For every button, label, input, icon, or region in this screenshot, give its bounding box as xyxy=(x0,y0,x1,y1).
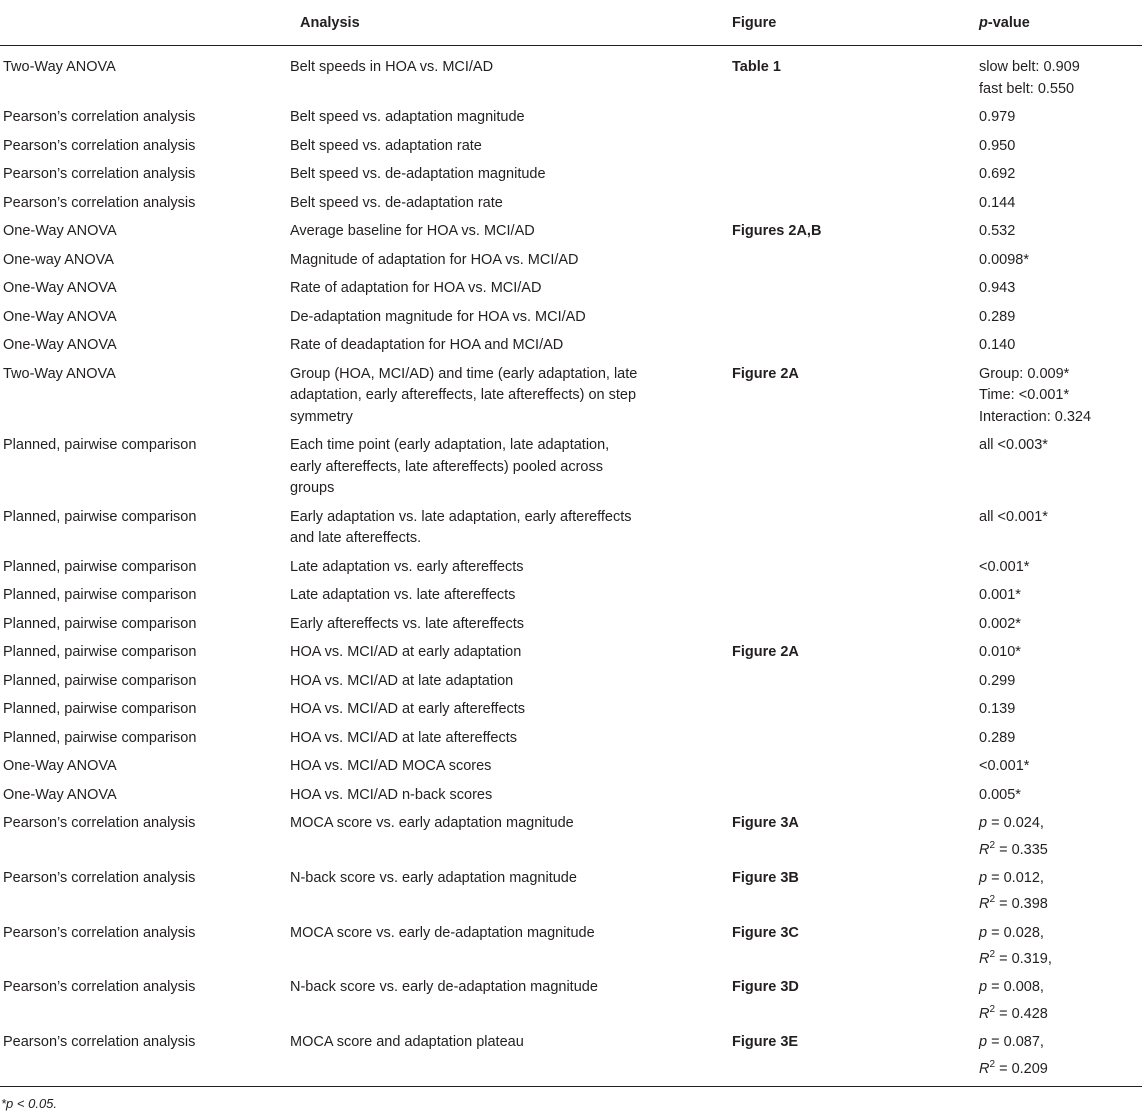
cell-figure: Figure 3D xyxy=(732,979,799,996)
r2-stat-value: 0.335 xyxy=(1011,841,1048,858)
cell-figure xyxy=(732,432,979,504)
table-row xyxy=(0,782,1142,811)
cell-figure xyxy=(732,190,979,219)
cell-figure xyxy=(732,611,979,640)
cell-p-value xyxy=(979,304,1142,333)
p-stat-line xyxy=(979,977,1142,999)
cell-analysis: N-back score vs. early adaptation magnitude xyxy=(290,869,577,886)
cell-analysis: Belt speed vs. adaptation magnitude xyxy=(290,109,525,125)
header-p-suffix: -value xyxy=(987,14,1030,31)
cell-analysis: HOA vs. MCI/AD MOCA scores xyxy=(290,758,492,774)
table-row xyxy=(0,753,1142,782)
table-row xyxy=(0,582,1142,611)
r-superscript: 2 xyxy=(989,949,996,961)
cell-p-value xyxy=(979,725,1142,754)
cell-test: One-Way ANOVA xyxy=(3,223,117,239)
p-value-line: 0.140 xyxy=(979,337,1016,353)
equals-sign: = xyxy=(995,841,1012,858)
cell-analysis: Belt speed vs. de-adaptation rate xyxy=(290,194,503,211)
cell-analysis: Belt speed vs. de-adaptation magnitude xyxy=(290,166,546,182)
p-value-line: 0.532 xyxy=(979,223,1016,239)
cell-p-value xyxy=(979,275,1142,304)
header-test xyxy=(0,0,290,46)
cell-test: Pearson’s correlation analysis xyxy=(3,1034,196,1051)
cell-figure xyxy=(732,304,979,333)
p-value-line: all <0.001* xyxy=(979,508,1048,525)
cell-figure: Figure 3A xyxy=(732,815,799,831)
footnote: *p < 0.05. xyxy=(0,1087,1142,1112)
equals-sign: = xyxy=(995,1005,1012,1022)
table-row xyxy=(0,810,1142,865)
p-value-line: 0.001* xyxy=(979,587,1021,603)
cell-analysis: Belt speeds in HOA vs. MCI/AD xyxy=(290,59,494,75)
cell-figure xyxy=(732,554,979,583)
p-value-line: 0.299 xyxy=(979,672,1016,689)
cell-p-value xyxy=(979,696,1142,725)
p-value-line: 0.289 xyxy=(979,308,1016,325)
cell-figure xyxy=(732,782,979,811)
table-footer xyxy=(0,1087,1142,1112)
cell-p-value xyxy=(979,332,1142,361)
r-superscript: 2 xyxy=(989,839,996,851)
cell-p-value xyxy=(979,865,1142,920)
cell-figure xyxy=(732,247,979,276)
cell-figure: Figure 3E xyxy=(732,1034,799,1051)
table-row xyxy=(0,1029,1142,1086)
cell-p-value xyxy=(979,190,1142,219)
equals-sign: = xyxy=(987,869,1004,886)
p-value-line: 0.943 xyxy=(979,280,1016,296)
cell-test: Two-Way ANOVA xyxy=(3,365,116,382)
cell-p-value xyxy=(979,1029,1142,1086)
r-symbol: R xyxy=(979,1005,990,1022)
cell-test: Pearson’s correlation analysis xyxy=(3,166,196,182)
cell-figure xyxy=(732,104,979,133)
header-p-value xyxy=(979,0,1142,46)
p-value-line: 0.139 xyxy=(979,701,1016,717)
equals-sign: = xyxy=(995,950,1012,967)
cell-analysis: Early aftereffects vs. late aftereffects xyxy=(290,615,524,632)
cell-test: Pearson’s correlation analysis xyxy=(3,194,196,211)
equals-sign: = xyxy=(987,815,1004,831)
cell-figure xyxy=(732,161,979,190)
cell-p-value xyxy=(979,432,1142,504)
cell-p-value xyxy=(979,104,1142,133)
table-row xyxy=(0,639,1142,668)
table-row xyxy=(0,46,1142,105)
cell-figure xyxy=(732,582,979,611)
table-header xyxy=(0,0,1142,46)
table-row xyxy=(0,361,1142,433)
header-p-italic: p xyxy=(979,14,988,31)
cell-analysis: Each time point (early adaptation, late adaptation, early aftereffects, late aftereffects) pooled across groups xyxy=(290,437,610,496)
p-value-line: 0.950 xyxy=(979,137,1016,154)
r2-stat-value: 0.319, xyxy=(1011,950,1052,967)
table-row xyxy=(0,304,1142,333)
r-symbol: R xyxy=(979,1060,990,1077)
cell-p-value xyxy=(979,361,1142,433)
cell-p-value xyxy=(979,920,1142,975)
cell-p-value xyxy=(979,218,1142,247)
p-value-line: 0.144 xyxy=(979,194,1016,211)
p-value-line: 0.289 xyxy=(979,729,1016,746)
cell-figure: Figure 3B xyxy=(732,869,799,886)
r2-stat-value: 0.428 xyxy=(1011,1005,1048,1022)
r-symbol: R xyxy=(979,896,990,913)
cell-test: Planned, pairwise comparison xyxy=(3,701,197,717)
p-value-line: 0.692 xyxy=(979,166,1016,182)
cell-analysis: De-adaptation magnitude for HOA vs. MCI/AD xyxy=(290,308,586,325)
cell-p-value xyxy=(979,161,1142,190)
cell-figure xyxy=(732,332,979,361)
cell-p-value xyxy=(979,639,1142,668)
cell-analysis: MOCA score vs. early de-adaptation magnitude xyxy=(290,924,595,941)
p-value-line: 0.010* xyxy=(979,644,1021,660)
cell-test: One-way ANOVA xyxy=(3,251,114,268)
table-row xyxy=(0,161,1142,190)
equals-sign: = xyxy=(987,979,1004,996)
r2-stat-line xyxy=(979,944,1142,970)
cell-analysis: HOA vs. MCI/AD at early adaptation xyxy=(290,644,522,660)
p-value-line: Group: 0.009* xyxy=(979,365,1070,382)
p-value-line: <0.001* xyxy=(979,758,1030,774)
table-row xyxy=(0,218,1142,247)
table-row xyxy=(0,432,1142,504)
cell-test: Pearson’s correlation analysis xyxy=(3,924,196,941)
table-row xyxy=(0,504,1142,554)
cell-p-value xyxy=(979,974,1142,1029)
cell-p-value xyxy=(979,247,1142,276)
cell-analysis: Belt speed vs. adaptation rate xyxy=(290,137,482,154)
r2-stat-line xyxy=(979,889,1142,915)
cell-figure: Table 1 xyxy=(732,59,781,75)
table-row xyxy=(0,865,1142,920)
cell-test: Planned, pairwise comparison xyxy=(3,672,197,689)
p-stat-line xyxy=(979,923,1142,945)
p-stat-value: 0.024, xyxy=(1003,815,1044,831)
cell-test: One-Way ANOVA xyxy=(3,337,117,353)
table-row xyxy=(0,974,1142,1029)
p-value-line: fast belt: 0.550 xyxy=(979,80,1075,97)
p-value-line: 0.0098* xyxy=(979,251,1029,268)
cell-test: Pearson’s correlation analysis xyxy=(3,979,196,996)
cell-test: Pearson’s correlation analysis xyxy=(3,109,196,125)
p-value-line: all <0.003* xyxy=(979,437,1048,453)
p-value-line: 0.002* xyxy=(979,615,1021,632)
p-symbol: p xyxy=(979,869,988,886)
r-symbol: R xyxy=(979,841,990,858)
cell-figure: Figure 2A xyxy=(732,365,799,382)
cell-test: Planned, pairwise comparison xyxy=(3,615,197,632)
cell-analysis: Late adaptation vs. early aftereffects xyxy=(290,558,524,575)
cell-p-value xyxy=(979,582,1142,611)
table-row xyxy=(0,611,1142,640)
r-superscript: 2 xyxy=(989,1003,996,1015)
cell-analysis: MOCA score and adaptation plateau xyxy=(290,1034,524,1051)
table-row xyxy=(0,725,1142,754)
table-row xyxy=(0,275,1142,304)
p-value-line: slow belt: 0.909 xyxy=(979,59,1080,75)
cell-analysis: Magnitude of adaptation for HOA vs. MCI/AD xyxy=(290,251,579,268)
cell-figure xyxy=(732,725,979,754)
cell-p-value xyxy=(979,46,1142,105)
table-row xyxy=(0,190,1142,219)
cell-analysis: HOA vs. MCI/AD n-back scores xyxy=(290,786,493,803)
p-symbol: p xyxy=(979,815,988,831)
cell-p-value xyxy=(979,554,1142,583)
r2-stat-value: 0.398 xyxy=(1011,896,1048,913)
cell-figure xyxy=(732,504,979,554)
cell-test: Pearson’s correlation analysis xyxy=(3,137,196,154)
cell-analysis: Late adaptation vs. late aftereffects xyxy=(290,587,516,603)
p-value-line: 0.979 xyxy=(979,109,1016,125)
cell-analysis: HOA vs. MCI/AD at late adaptation xyxy=(290,672,514,689)
p-value-line: 0.005* xyxy=(979,786,1021,803)
cell-figure: Figure 3C xyxy=(732,924,799,941)
cell-test: One-Way ANOVA xyxy=(3,280,117,296)
cell-figure: Figure 2A xyxy=(732,644,799,660)
cell-test: Pearson’s correlation analysis xyxy=(3,869,196,886)
cell-test: Planned, pairwise comparison xyxy=(3,729,197,746)
cell-figure xyxy=(732,753,979,782)
p-value-line: <0.001* xyxy=(979,558,1030,575)
cell-p-value xyxy=(979,668,1142,697)
r2-stat-line xyxy=(979,835,1142,861)
header-figure: Figure xyxy=(732,0,979,46)
cell-p-value xyxy=(979,611,1142,640)
p-stat-line xyxy=(979,1032,1142,1054)
p-value-line: Interaction: 0.324 xyxy=(979,408,1092,425)
table-row xyxy=(0,332,1142,361)
p-stat-line xyxy=(979,868,1142,890)
cell-analysis: HOA vs. MCI/AD at late aftereffects xyxy=(290,729,517,746)
cell-analysis: HOA vs. MCI/AD at early aftereffects xyxy=(290,701,526,717)
table-row xyxy=(0,668,1142,697)
cell-p-value xyxy=(979,810,1142,865)
r-superscript: 2 xyxy=(989,1058,996,1070)
cell-test: Planned, pairwise comparison xyxy=(3,558,197,575)
cell-test: One-Way ANOVA xyxy=(3,758,117,774)
table-row xyxy=(0,696,1142,725)
p-value-line: Time: <0.001* xyxy=(979,387,1070,403)
equals-sign: = xyxy=(987,924,1004,941)
r2-stat-line xyxy=(979,1054,1142,1080)
r2-stat-value: 0.209 xyxy=(1011,1060,1048,1077)
p-stat-value: 0.028, xyxy=(1003,924,1044,941)
cell-figure: Figures 2A,B xyxy=(732,223,822,239)
p-stat-line xyxy=(979,813,1142,835)
cell-analysis: Rate of deadaptation for HOA and MCI/AD xyxy=(290,337,564,353)
cell-p-value xyxy=(979,753,1142,782)
table-row xyxy=(0,133,1142,162)
table-row xyxy=(0,104,1142,133)
header-analysis: Analysis xyxy=(290,0,732,46)
table-row xyxy=(0,920,1142,975)
cell-test: One-Way ANOVA xyxy=(3,786,117,803)
cell-figure xyxy=(732,668,979,697)
p-stat-value: 0.012, xyxy=(1003,869,1044,886)
cell-test: Planned, pairwise comparison xyxy=(3,437,197,453)
cell-test: Pearson’s correlation analysis xyxy=(3,815,196,831)
cell-analysis: Average baseline for HOA vs. MCI/AD xyxy=(290,223,535,239)
cell-p-value xyxy=(979,782,1142,811)
p-symbol: p xyxy=(979,924,988,941)
cell-analysis: Group (HOA, MCI/AD) and time (early adaptation, late adaptation, early aftereffects, late aftereffects) on step symmetry xyxy=(290,365,638,425)
r-symbol: R xyxy=(979,950,990,967)
cell-test: Planned, pairwise comparison xyxy=(3,587,197,603)
r2-stat-line xyxy=(979,999,1142,1025)
equals-sign: = xyxy=(987,1034,1004,1051)
cell-figure xyxy=(732,696,979,725)
cell-test: Planned, pairwise comparison xyxy=(3,508,197,525)
cell-p-value xyxy=(979,133,1142,162)
table-body xyxy=(0,46,1142,1087)
cell-test: Two-Way ANOVA xyxy=(3,59,116,75)
p-stat-value: 0.087, xyxy=(1003,1034,1044,1051)
cell-analysis: Early adaptation vs. late adaptation, early aftereffects and late aftereffects. xyxy=(290,508,632,546)
p-symbol: p xyxy=(979,979,988,996)
p-stat-value: 0.008, xyxy=(1003,979,1044,996)
equals-sign: = xyxy=(995,896,1012,913)
equals-sign: = xyxy=(995,1060,1012,1077)
table-row xyxy=(0,554,1142,583)
cell-analysis: Rate of adaptation for HOA vs. MCI/AD xyxy=(290,280,542,296)
table-row xyxy=(0,247,1142,276)
r-superscript: 2 xyxy=(989,894,996,906)
cell-figure xyxy=(732,275,979,304)
cell-test: Planned, pairwise comparison xyxy=(3,644,197,660)
cell-analysis: MOCA score vs. early adaptation magnitude xyxy=(290,815,574,831)
cell-test: One-Way ANOVA xyxy=(3,308,117,325)
cell-analysis: N-back score vs. early de-adaptation magnitude xyxy=(290,979,598,996)
cell-figure xyxy=(732,133,979,162)
cell-p-value xyxy=(979,504,1142,554)
p-symbol: p xyxy=(979,1034,988,1051)
